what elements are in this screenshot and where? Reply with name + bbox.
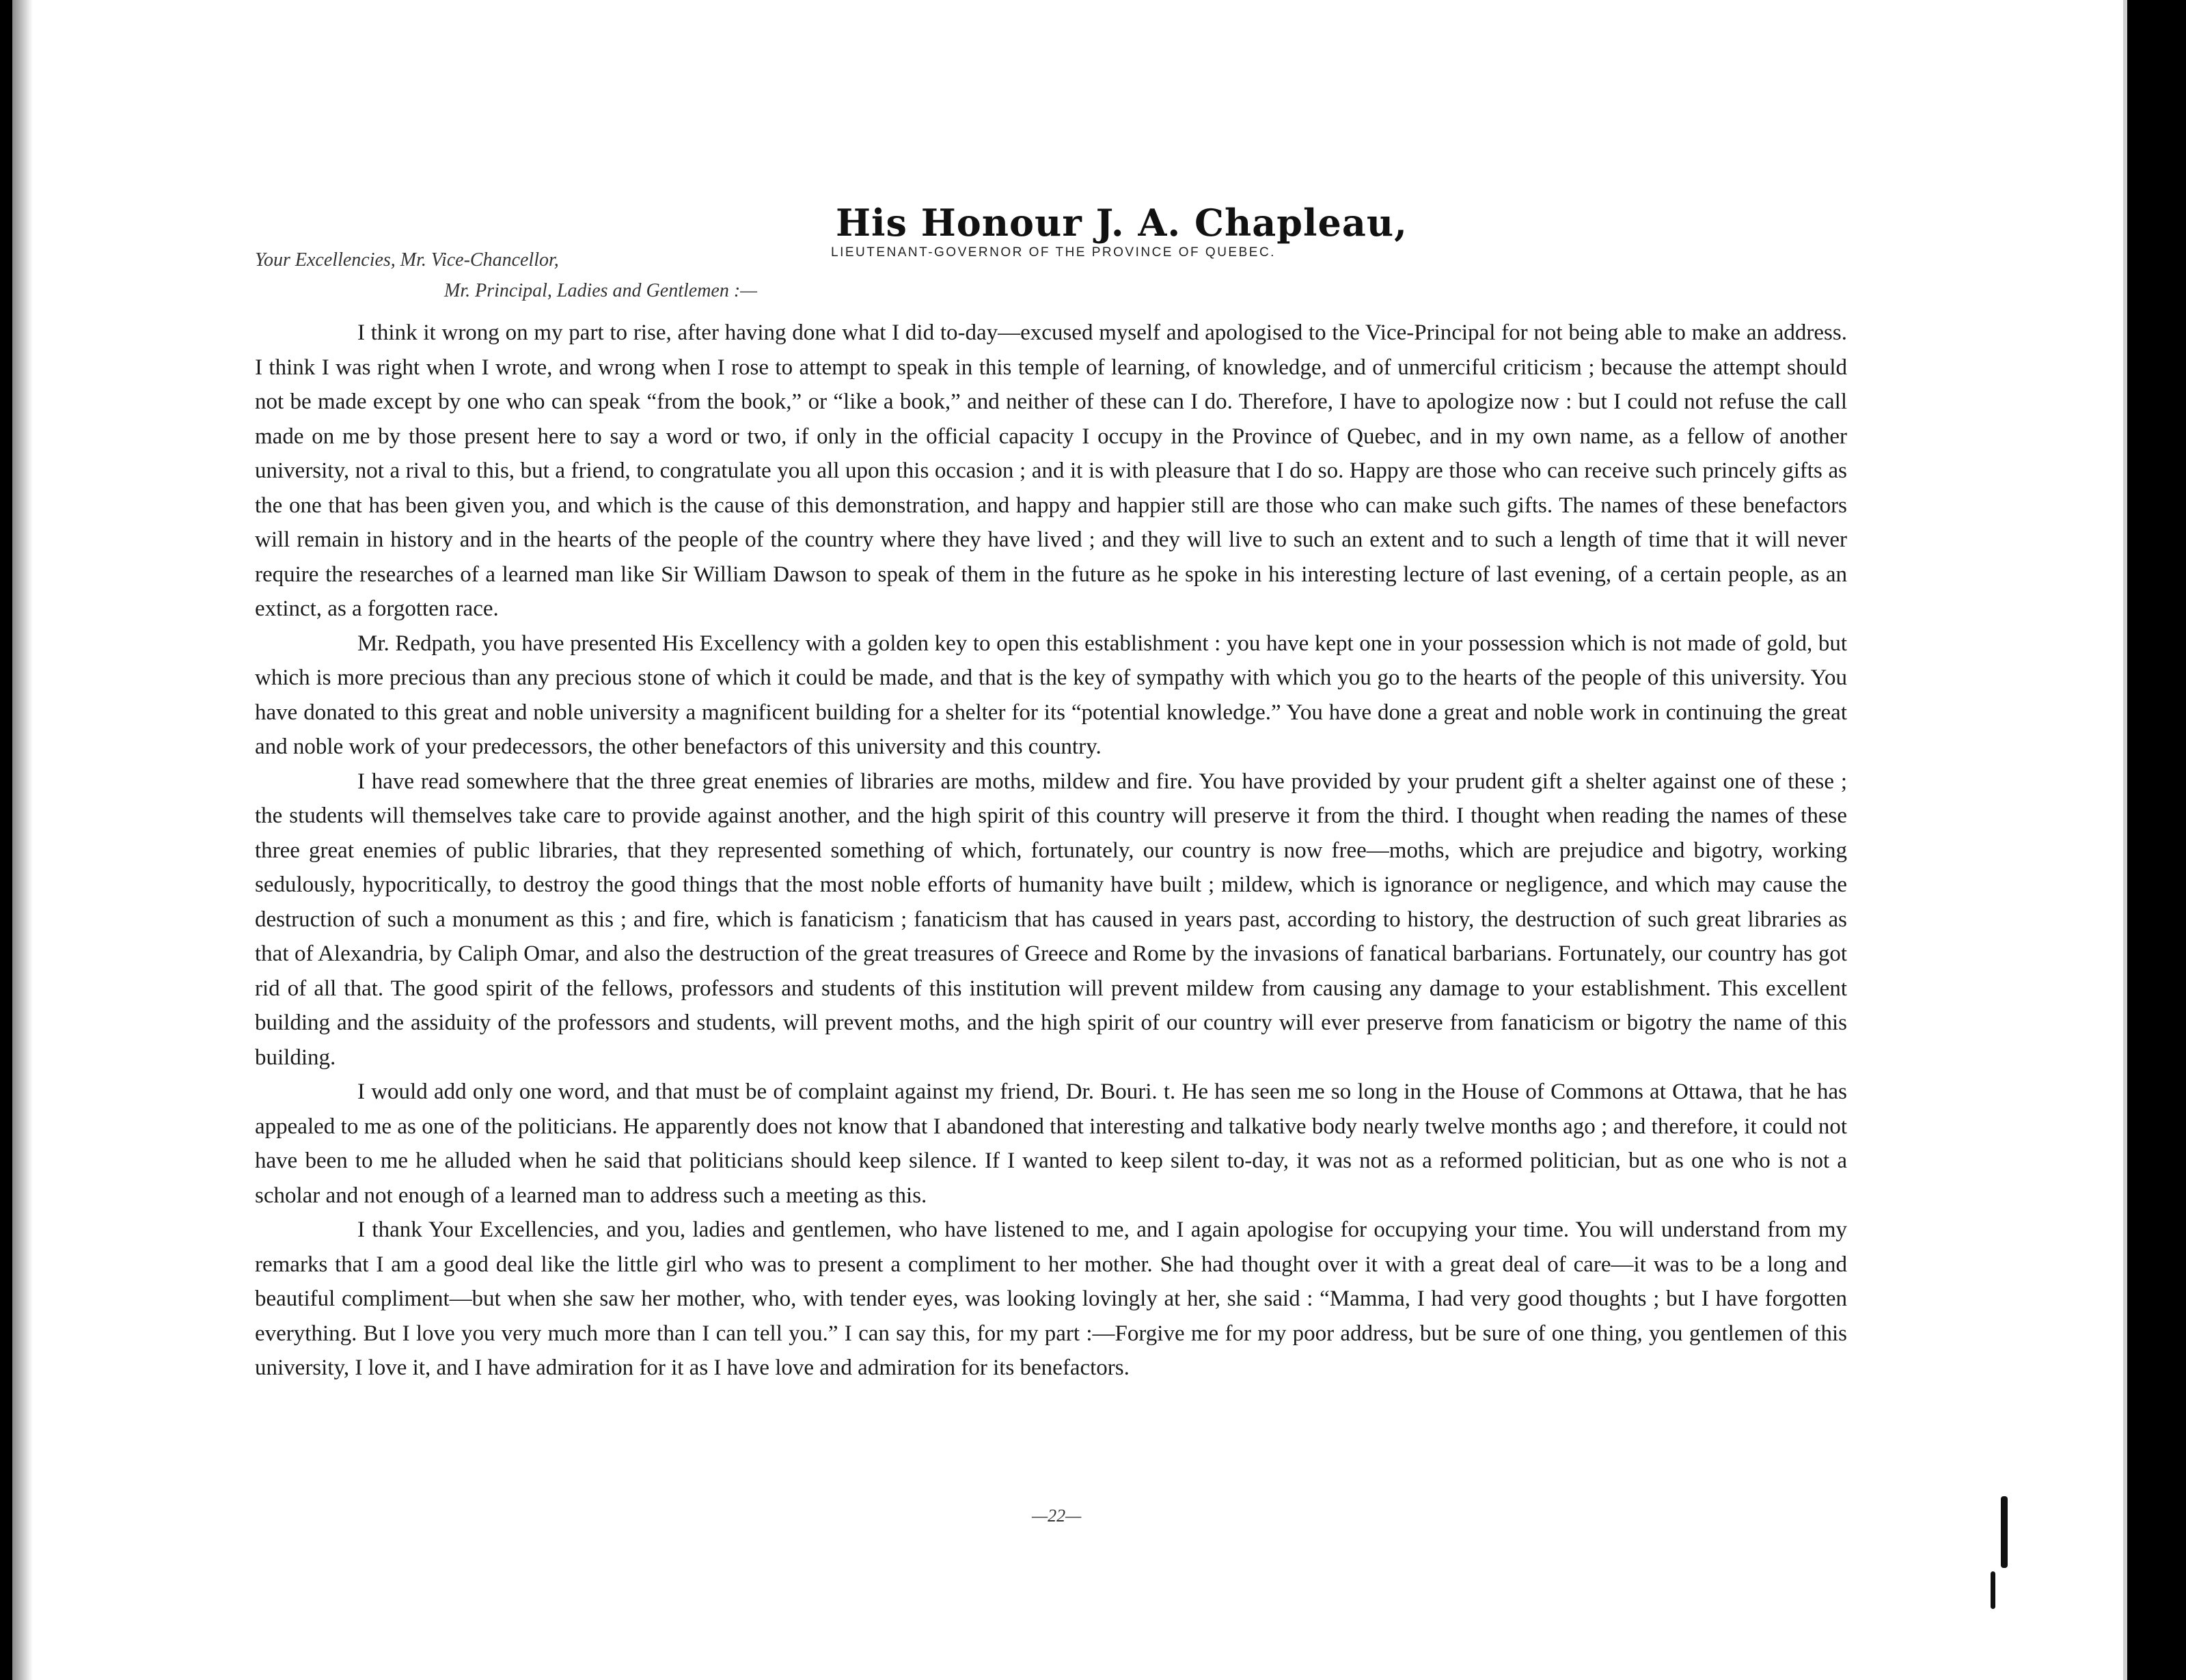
gutter-shadow [12, 0, 33, 1680]
paragraph: I thank Your Excellencies, and you, ladies and gentlemen, who have listened to me, and I again apologise for occupying your time. You will understand from my remarks that I am a good deal like the little girl who was to present a compliment to her mother. She had thought over it with a great deal of care—it was to be a long and beautiful compliment—but when she saw her mother, who, with tender eyes, was looking lovingly at her, she said : “Mamma, I had very good thoughts ; but I have forgotten everything. But I love you very much more than I can tell you.” I can say this, for my part :—Forgive me for my poor address, but be sure of one thing, you gentlemen of this university, I love it, and I have admiration for it as I have love and admiration for its benefactors. [255, 1217, 1847, 1380]
salutation-line-2: Mr. Principal, Ladies and Gentlemen :— [444, 280, 758, 301]
paragraph: Mr. Redpath, you have presented His Excellency with a golden key to open this establishment : you have kept one in your possession which is not made of gold, but which is more precious than any precious stone of which it could be made, and that is the key of sympathy with which you go to the hearts of the people of this university. You have donated to this great and noble university a magnificent building for a shelter for its “potential knowledge.” You have done a great and noble work in continuing the great and noble work of your predecessors, the other benefactors of this university and this country. [255, 631, 1847, 759]
binding-mark [1991, 1571, 1995, 1609]
paragraph: I would add only one word, and that must be of complaint against my friend, Dr. Bouri. t. He has seen me so long in the House of Commons at Ottawa, that he has appealed to me as one of the politicians. He apparently does not know that I abandoned that interesting and talkative body nearly twelve months ago ; and therefore, it could not have been to me he alluded when he said that politicians should keep silence. If I wanted to keep silent to-day, it was not as a reformed politician, but as one who is not a scholar and not enough of a learned man to address such a meeting as this. [255, 1079, 1847, 1208]
page-number: —22— [1032, 1506, 1082, 1526]
paragraph: I have read somewhere that the three great enemies of libraries are moths, mildew and fire. You have provided by your prudent gift a shelter against one of these ; the students will themselves take care to provide against another, and the high spirit of this country will preserve it from the third. I thought when reading the names of these three great enemies of public libraries, that they represented something of which, fortunately, our country is now free—moths, which are prejudice and bigotry, working sedulously, hypocritically, to destroy the good things that the most noble efforts of humanity have built ; mildew, which is ignorance or negligence, and which may cause the destruction of such a monument as this ; and fire, which is fanaticism ; fanaticism that has caused in years past, according to history, the destruction of such great libraries as that of Alexandria, by Caliph Omar, and also the destruction of the great treasures of Greece and Rome by the invasions of fanatical barbarians. Fortunately, our country has got rid of all that. The good spirit of the fellows, professors and students of this institution will prevent mildew from causing any damage to your establishment. This excellent building and the assiduity of the professors and students, will prevent moths, and the high spirit of our country will ever preserve from fanaticism or bigotry the name of this building. [255, 769, 1847, 1070]
page-subtitle: LIEUTENANT-GOVERNOR OF THE PROVINCE OF QUEBEC. [831, 245, 1276, 260]
page-title: His Honour J. A. Chapleau, [836, 201, 1408, 245]
binding-mark [2001, 1496, 2008, 1568]
document-page [12, 0, 2127, 1680]
page-edge [2123, 0, 2127, 1680]
paragraph: I think it wrong on my part to rise, after having done what I did to-day—excused myself and apologised to the Vice-Principal for not being able to make an address. I think I was right when I wrote, and wrong when I rose to attempt to speak in this temple of learning, of knowledge, and of unmerciful criticism ; because the attempt should not be made except by one who can speak “from the book,” or “like a book,” and neither of these can I do. Therefore, I have to apologize now : but I could not refuse the call made on me by those present here to say a word or two, if only in the official capacity I occupy in the Province of Quebec, and in my own name, as a fellow of another university, not a rival to this, but a friend, to congratulate you all upon this occasion ; and it is with pleasure that I do so. Happy are those who can receive such princely gifts as the one that has been given you, and which is the cause of this demonstration, and happy and happier still are those who can make such gifts. The names of these benefactors will remain in history and in the hearts of the people of the country where they have lived ; and they will live to such an extent and to such a length of time that it will never require the researches of a learned man like Sir William Dawson to speak of them in the future as he spoke in his interesting lecture of last evening, of a certain people, as an extinct, as a forgotten race. [255, 320, 1847, 621]
salutation-line-1: Your Excellencies, Mr. Vice-Chancellor, [255, 249, 559, 271]
speech-body [255, 316, 1847, 1386]
